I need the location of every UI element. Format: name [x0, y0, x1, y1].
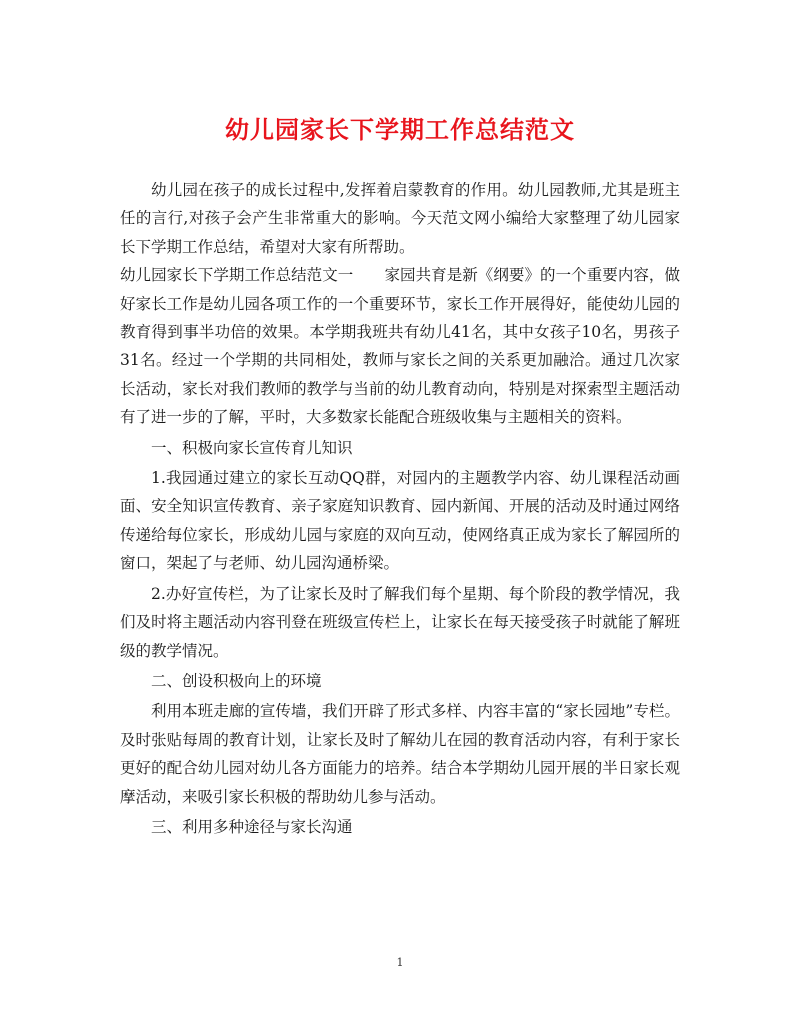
heading-three: 三、利用多种途径与家长沟通: [151, 817, 353, 836]
point-two-paragraph: 2.办好宣传栏，为了让家长及时了解我们每个星期、每个阶段的教学情况，我们及时将主题活动内容刊登在班级宣传栏上，让家长在每天接受孩子时就能了解班级的教学情况。: [120, 584, 680, 660]
heading-one: 一、积极向家长宣传育儿知识: [151, 438, 353, 457]
document-title: 幼儿园家长下学期工作总结范文: [225, 116, 575, 144]
environment-paragraph: 利用本班走廊的宣传墙，我们开辟了形式多样、内容丰富的“家长园地”专栏。及时张贴每周的教育计划，让家长及时了解幼儿在园的教育活动内容，有利于家长更好的配合幼儿园对幼儿各方面能力的培养。结合本学期幼儿园开展的半日家长观摩活动，来吸引家长积极的帮助幼儿参与活动。: [120, 702, 680, 806]
document-body: [120, 176, 680, 841]
heading-two: 二、创设积极向上的环境: [151, 671, 322, 690]
intro-paragraph: 幼儿园在孩子的成长过程中,发挥着启蒙教育的作用。幼儿园教师,尤其是班主任的言行,对孩子会产生非常重大的影响。今天范文网小编给大家整理了幼儿园家长下学期工作总结，希望对大家有所帮助。: [120, 181, 680, 256]
page-number: 1: [396, 956, 404, 969]
section-one-intro-paragraph: 幼儿园家长下学期工作总结范文一 家园共育是新《纲要》的一个重要内容，做好家长工作是幼儿园各项工作的一个重要环节，家长工作开展得好，能使幼儿园的教育得到事半功倍的效果。本学期我班共有幼儿41名，其中女孩子10名，男孩子31名。经过一个学期的共同相处，教师与家长之间的关系更加融洽。通过几次家长活动，家长对我们教师的教学与当前的幼儿教育动向，特别是对探索型主题活动有了进一步的了解，平时，大多数家长能配合班级收集与主题相关的资料。: [120, 266, 680, 427]
point-one-paragraph: 1.我园通过建立的家长互动QQ群，对园内的主题教学内容、幼儿课程活动画面、安全知识宣传教育、亲子家庭知识教育、园内新闻、开展的活动及时通过网络传递给每位家长，形成幼儿园与家庭的双向互动，使网络真正成为家长了解园所的窗口，架起了与老师、幼儿园沟通桥梁。: [120, 469, 680, 573]
